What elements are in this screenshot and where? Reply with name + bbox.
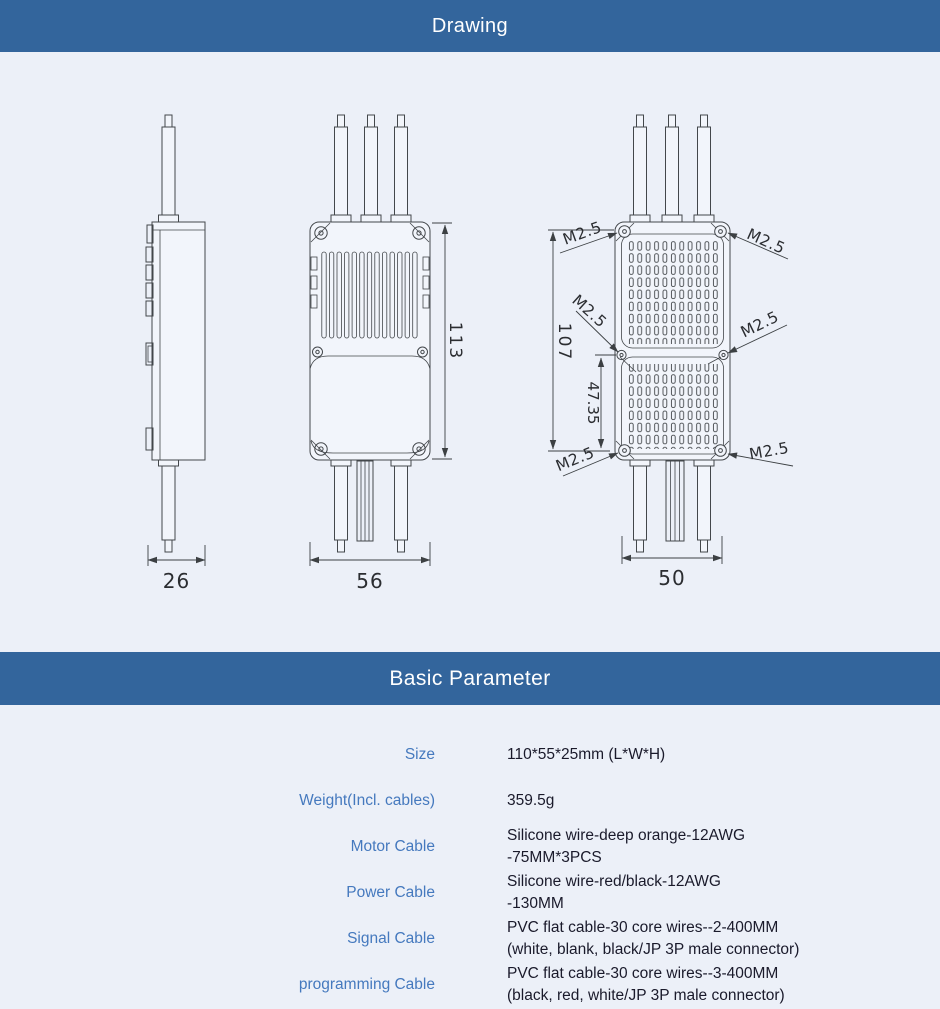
front-view-motor-wires: [331, 115, 411, 222]
param-value-line: -130MM: [507, 895, 564, 912]
param-row-programming-cable: [0, 962, 940, 1008]
param-value: [507, 963, 785, 1007]
screw-label-mid-left: M2.5: [568, 291, 611, 332]
front-view: [310, 115, 465, 593]
param-value: [507, 790, 554, 812]
screw-label-mid-right: M2.5: [737, 307, 782, 342]
vent-grid-upper: [627, 240, 720, 344]
param-value-line: 359.5g: [507, 792, 555, 809]
dim-front-height: 113: [445, 321, 465, 361]
param-value: [507, 917, 799, 961]
param-label: Power Cable: [346, 884, 435, 901]
screw-label-bottom-left: M2.5: [553, 443, 598, 476]
param-label: Weight(Incl. cables): [299, 792, 435, 809]
param-value-line: -75MM*3PCS: [507, 849, 602, 866]
side-view: [146, 115, 205, 593]
vent-grid-lower: [627, 364, 720, 449]
param-value-line: Silicone wire-deep orange-12AWG: [507, 827, 746, 844]
param-row-signal-cable: [0, 916, 940, 962]
param-value: [507, 871, 721, 915]
param-value-line: PVC flat cable-30 core wires--3-400MM: [507, 965, 779, 982]
param-value-line: (black, red, white/JP 3P male connector): [507, 987, 785, 1004]
dim-front-width: 56: [356, 569, 384, 593]
param-label: programming Cable: [298, 976, 435, 993]
front-view-bottom-cables: [331, 460, 411, 552]
param-value-line: (white, blank, black/JP 3P male connector): [507, 941, 800, 958]
dim-screw-spacing: 47.35: [584, 381, 602, 425]
drawing-section-banner: [0, 0, 940, 52]
param-row-power-cable: [0, 870, 940, 916]
dim-back-height: 107: [554, 322, 574, 362]
param-label: Motor Cable: [350, 838, 435, 855]
drawing-section-title: Drawing: [431, 14, 509, 37]
screw-label-top-left: M2.5: [560, 217, 605, 249]
dim-back-width: 50: [658, 566, 686, 590]
screw-label-bottom-right: M2.5: [747, 438, 791, 464]
esc-technical-drawing: [0, 52, 940, 652]
param-label: Size: [404, 746, 435, 763]
basic-parameter-title: Basic Parameter: [389, 666, 551, 690]
back-view-motor-wires: [630, 115, 714, 222]
back-view: [548, 115, 793, 590]
param-value-line: 110*55*25mm (L*W*H): [507, 746, 666, 763]
technical-drawing-area: [0, 52, 940, 652]
param-label: Signal Cable: [347, 930, 435, 947]
param-value: [507, 744, 665, 766]
screw-label-top-right: M2.5: [744, 225, 788, 258]
param-value-line: Silicone wire-red/black-12AWG: [507, 873, 721, 890]
dim-side-width: 26: [162, 569, 191, 593]
parameter-table: [0, 705, 940, 1008]
back-view-bottom-cables: [630, 460, 714, 552]
param-row-motor-cable: [0, 824, 940, 870]
param-value: [507, 825, 745, 869]
param-value-line: PVC flat cable-30 core wires--2-400MM: [507, 919, 779, 936]
param-row-size: [0, 732, 940, 778]
param-row-weight: [0, 778, 940, 824]
basic-parameter-banner: [0, 652, 940, 705]
